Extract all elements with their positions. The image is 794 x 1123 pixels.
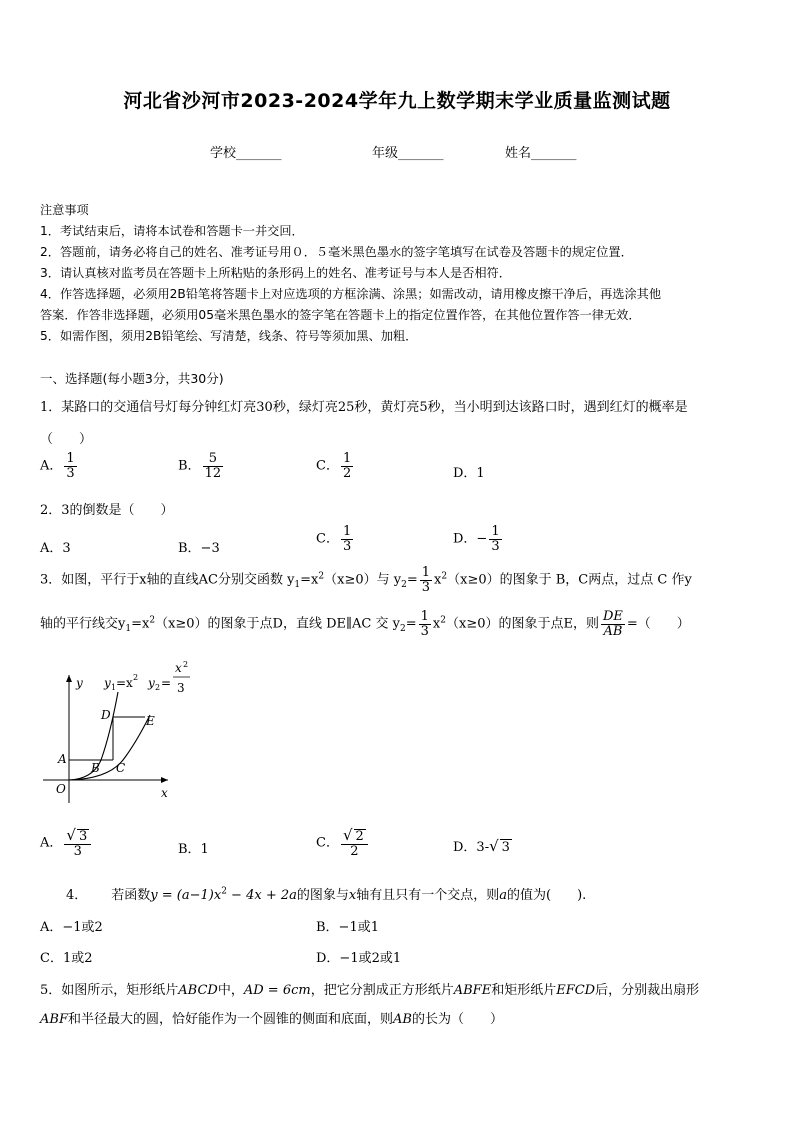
q3-option-d: D．3-√ 3 bbox=[453, 837, 510, 855]
q4-option-a: A．−1或2 bbox=[40, 920, 103, 935]
y2-label bbox=[147, 660, 190, 695]
svg-text:2: 2 bbox=[183, 660, 189, 669]
note-item: 5．如需作图，须用2B铅笔绘、写清楚，线条、符号等须加黑、加粗． bbox=[40, 329, 418, 343]
q3-option-c: C． $\frac{√ 2}{2}$ bbox=[316, 828, 370, 858]
question-2-text: 2．3的倒数是（ ） bbox=[40, 503, 174, 518]
q1-option-d: D．1 bbox=[453, 466, 485, 481]
note-item: 1．考试结束后，请将本试卷和答题卡一并交回． bbox=[40, 224, 304, 238]
point-e-label: E bbox=[146, 714, 155, 728]
question-4-text: 4． 若函数$y = (a-1)x^2 - 4x + 2a$的图象与x轴有且只有一个交点，则a的值为( ). bbox=[66, 886, 587, 903]
q1-option-a: A． $\frac{1}{3}$ bbox=[40, 451, 75, 481]
note-item: 4．作答选择题，必须用2B铅笔将答题卡上对应选项的方框涂满、涂黑；如需改动，请用橡皮擦干净后，再选涂其他 bbox=[40, 287, 662, 301]
svg-text:1: 1 bbox=[111, 683, 117, 692]
q4-option-b: B．−1或1 bbox=[316, 920, 379, 935]
point-a-label: A bbox=[58, 752, 67, 766]
notes-heading: 注意事项 bbox=[40, 203, 89, 217]
question-1-text: 1．某路口的交通信号灯每分钟红灯亮30秒，绿灯亮25秒，黄灯亮5秒，当小明到达该路口时，遇到红灯的概率是 bbox=[40, 400, 688, 415]
svg-text:y: y bbox=[104, 676, 111, 690]
q2-option-a: A．3 bbox=[40, 541, 71, 556]
svg-text:2: 2 bbox=[155, 683, 161, 692]
grade-field: 年级_______ bbox=[372, 146, 444, 161]
page-title: 河北省沙河市2023-2024学年九上数学期末学业质量监测试题 bbox=[123, 90, 671, 112]
q3-option-b: B．1 bbox=[178, 842, 209, 857]
y1-label bbox=[103, 673, 138, 692]
curve-y2 bbox=[69, 715, 150, 780]
q2-option-d: D．− $\frac{1}{3}$ bbox=[453, 524, 500, 554]
origin-label: O bbox=[56, 782, 66, 796]
q2-option-c: C． $\frac{1}{3}$ bbox=[316, 524, 352, 554]
point-d-label: D bbox=[101, 708, 111, 722]
x-axis-arrow bbox=[161, 777, 168, 783]
q4-option-c: C．1或2 bbox=[40, 951, 93, 966]
question-5-line-1: 5．如图所示，矩形纸片ABCD中，AD = 6cm，把它分割成正方形纸片ABFE和矩形纸片EFCD后，分别裁出扇形 bbox=[40, 983, 700, 998]
q3-option-a: A． $\frac{√ 3}{3}$ bbox=[40, 828, 93, 858]
svg-text:=: = bbox=[161, 676, 172, 690]
q1-option-c: C． $\frac{1}{2}$ bbox=[316, 451, 352, 481]
note-item: 3．请认真核对监考员在答题卡上所粘贴的条形码上的姓名、准考证号与本人是否相符． bbox=[40, 266, 511, 280]
y-axis-arrow bbox=[66, 675, 72, 682]
note-item: 2．答题前，请务必将自己的姓名、准考证号用０．５毫米黑色墨水的签字笔填写在试卷及答题卡的规定位置． bbox=[40, 245, 633, 259]
y-axis-label: y bbox=[76, 676, 83, 690]
section-heading: 一、选择题(每小题3分，共30分) bbox=[40, 371, 224, 386]
q2-option-b: B．−3 bbox=[178, 541, 220, 556]
svg-text:=x: =x bbox=[116, 676, 133, 690]
q3-function-graph bbox=[38, 655, 208, 805]
svg-text:x: x bbox=[175, 661, 182, 675]
q1-option-b: B． $\frac{5}{12}$ bbox=[178, 451, 222, 481]
point-c-label: C bbox=[116, 761, 126, 775]
svg-text:2: 2 bbox=[133, 673, 139, 682]
name-field: 姓名_______ bbox=[505, 146, 577, 161]
svg-text:3: 3 bbox=[177, 681, 185, 695]
q4-option-d: D．−1或2或1 bbox=[316, 951, 402, 966]
question-3-line-2: 轴的平行线交$y_1=x^2(x\ge 0)$的图象于点D，直线 DE∥AC 交 $y_2=$ $\frac{1}{3}$ $x^2(x\ge 0)$的图象于点E，则 $\frac{DE}{AB}$ =（ ） bbox=[40, 609, 690, 639]
school-field: 学校_______ bbox=[210, 146, 282, 161]
point-b-label: B bbox=[91, 761, 100, 775]
x-axis-label: x bbox=[161, 786, 168, 800]
question-1-paren: （ ） bbox=[40, 432, 93, 447]
note-item: 答案．作答非选择题，必须用05毫米黑色墨水的签字笔在答题卡上的指定位置作答，在其他位置作答一律无效． bbox=[40, 308, 641, 322]
question-5-line-2: ABF和半径最大的圆，恰好能作为一个圆锥的侧面和底面，则AB的长为（ ） bbox=[40, 1012, 503, 1027]
question-3-line-1: 3．如图，平行于x轴的直线AC分别交函数 $y_1=x^2(x\ge 0)$与 $y_2=$ $\frac{1}{3}$ $x^2(x\ge 0)$的图象于 B，C两点，过点 C 作y bbox=[40, 565, 692, 595]
svg-text:y: y bbox=[148, 676, 155, 690]
